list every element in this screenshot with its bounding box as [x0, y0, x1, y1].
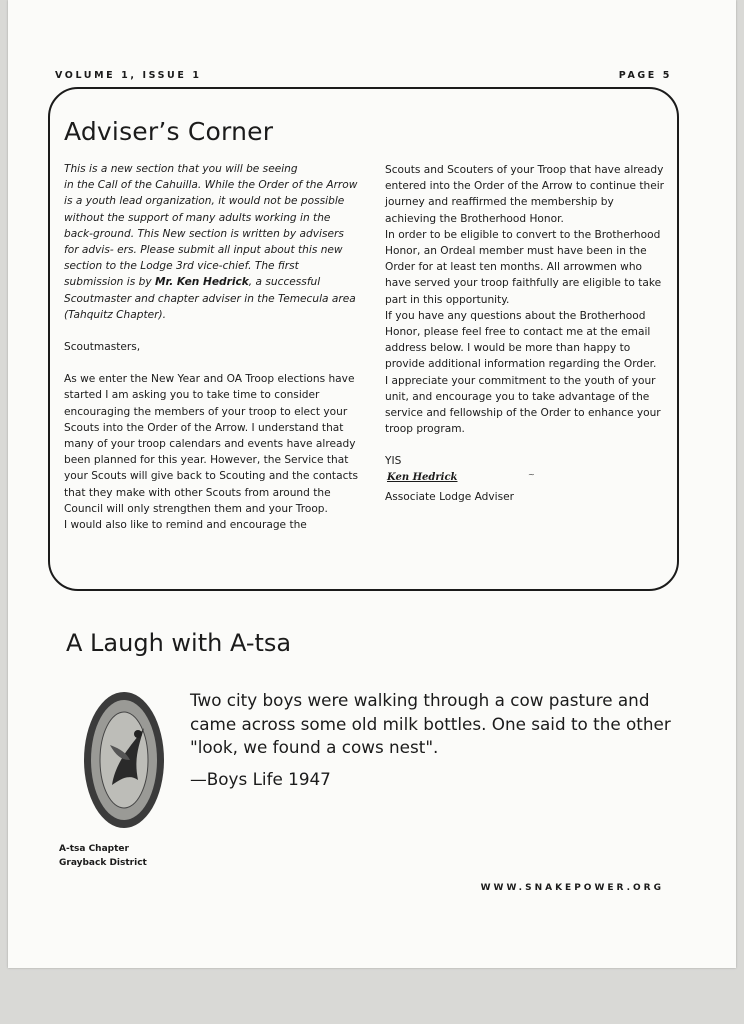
- signature: Ken Hedrick: [387, 471, 458, 483]
- atsa-chapter-patch-image: [82, 690, 166, 830]
- advisers-corner-box: [48, 87, 679, 591]
- signer-title: Associate Lodge Adviser: [385, 491, 514, 504]
- salutation: Scoutmasters,: [64, 341, 141, 354]
- left-column: [64, 161, 359, 533]
- body-paragraph: I appreciate your commitment to the youth of your unit, and encourage you to take advantage of the service and fellowship of the Order to enhance your troop program.: [385, 374, 661, 436]
- caption-district: Grayback District: [59, 858, 147, 868]
- closing: YIS: [385, 455, 402, 468]
- laugh-section-title: A Laugh with A-tsa: [66, 629, 292, 657]
- caption-chapter: A-tsa Chapter: [59, 844, 129, 854]
- intro-line: is a youth lead organization, it would not be possible: [64, 195, 345, 208]
- intro-paragraph: [64, 161, 359, 323]
- page-number: PAGE 5: [618, 70, 672, 81]
- intro-line: ground. This New section is written by advisers for advis-: [64, 227, 344, 257]
- body-paragraph: In order to be eligible to convert to the Brotherhood Honor, an Ordeal member must have been in the Order for at least ten months. All arrowmen who have served your troop faithfully are eligible to take part in this opportunity.: [385, 228, 662, 306]
- intro-tail: , a successful Scoutmaster and chapter adviser in the Temecula area (Tahquitz Chapter).: [64, 276, 356, 321]
- body-paragraph: Scouts and Scouters of your Troop that have already entered into the Order of the Arrow to continue their journey and reaffirmed the membership by achieving the Brotherhood Honor.: [385, 164, 665, 225]
- stray-ink-mark: ~: [528, 470, 535, 480]
- intro-author: Mr. Ken Hedrick: [154, 276, 249, 289]
- intro-line: in the Call of the Cahuilla. While the Order of the Arrow: [64, 179, 358, 192]
- body-paragraph: If you have any questions about the Brotherhood Honor, please feel free to contact me at the email address below. I would be more than happy to provide additional information regarding the Order.: [385, 309, 657, 371]
- volume-issue-label: VOLUME 1, ISSUE 1: [55, 70, 202, 81]
- right-column: [385, 162, 668, 506]
- body-paragraph: I would also like to remind and encourage the: [64, 519, 307, 532]
- intro-line: This is a new section that you will be seeing: [64, 163, 298, 175]
- intro-line: without the support of many adults working in the back-: [64, 211, 331, 240]
- patch-caption: [59, 842, 147, 870]
- joke-block: [190, 689, 690, 791]
- advisers-corner-title: Adviser’s Corner: [64, 117, 274, 146]
- footer-website[interactable]: WWW.SNAKEPOWER.ORG: [480, 883, 664, 893]
- intro-line: Lodge 3rd vice-chief. The first submission is by: [64, 260, 299, 289]
- intro-line: ers. Please submit all input about this new section to the: [64, 244, 343, 273]
- body-paragraph: As we enter the New Year and OA Troop elections have started I am asking you to take time to consider encouraging the members of your troop to elect your Scouts into the Order of the Arrow. I understand that many of your troop calendars and events have already been planned for this year. However, the Service that your Scouts will give back to Scouting and the contacts that they make with other Scouts from around the Council will only strengthen them and your Troop.: [64, 373, 359, 515]
- joke-attribution: —Boys Life 1947: [190, 768, 331, 789]
- signature-block: [385, 453, 668, 489]
- joke-text: Two city boys were walking through a cow pasture and came across some old milk bottles. One said to the other "look, we found a cows nest".: [190, 690, 671, 757]
